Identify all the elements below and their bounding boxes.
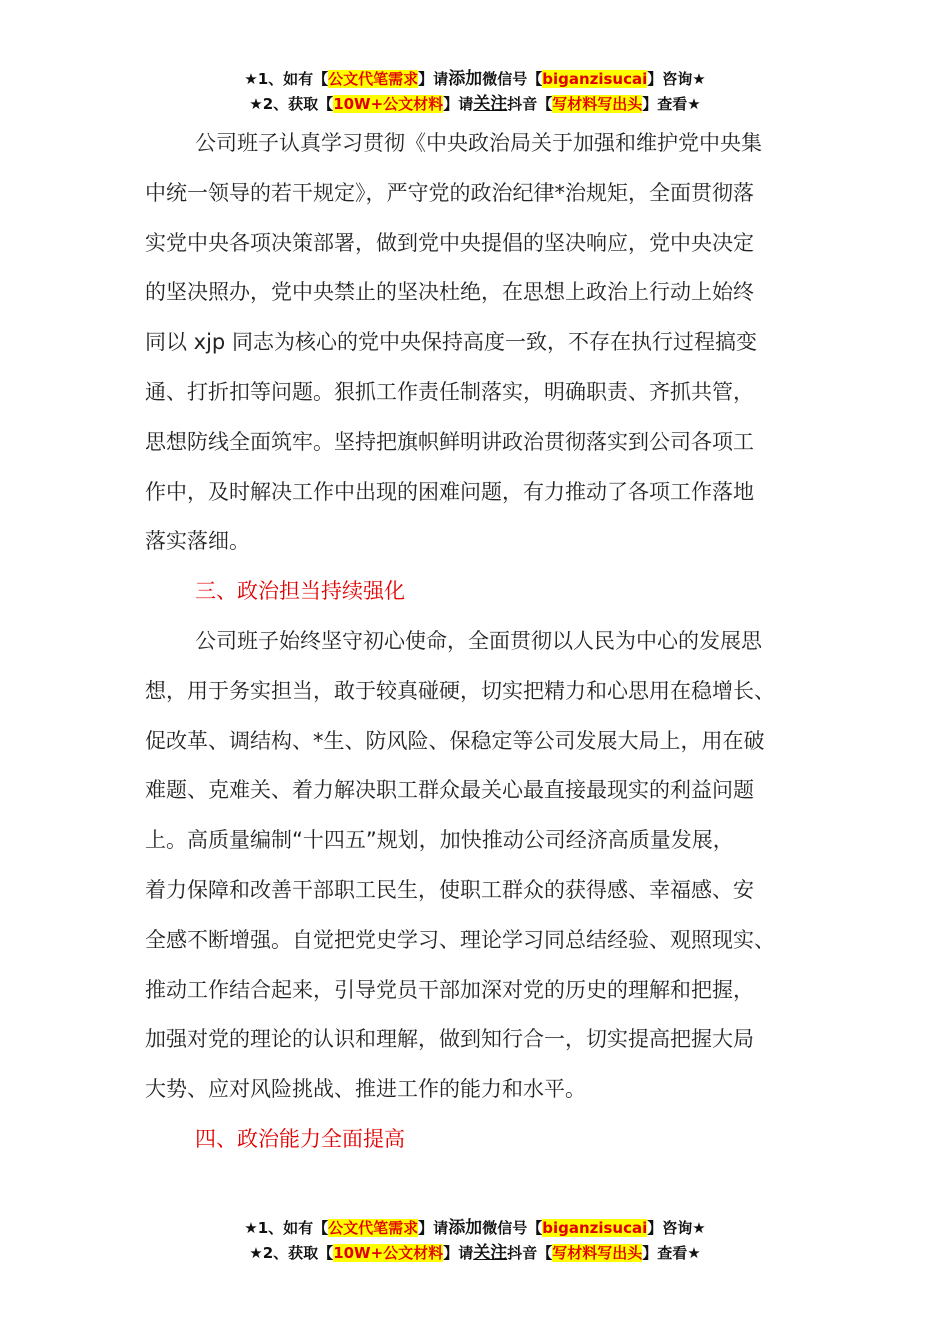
banner-text: 抖音【 (507, 1244, 553, 1262)
banner-text: ★2、获取【 (249, 95, 334, 113)
text-line: 的坚决照办，党中央禁止的坚决杜绝，在思想上政治上行动上始终 (145, 280, 754, 305)
text-line: 推动工作结合起来，引导党员干部加深对党的历史的理解和把握， (145, 977, 754, 1002)
banner-text: ★1、如有【 (244, 1219, 329, 1237)
banner-douyin-id: 写材料写出头 (552, 1244, 643, 1262)
banner-text: 】请 (418, 70, 449, 88)
banner-emphasis: 关注 (473, 94, 508, 114)
banner-text: ★2、获取【 (249, 1244, 334, 1262)
top-banner (0, 67, 950, 117)
banner-emphasis: 添加 (448, 69, 483, 89)
banner-text: 】请 (418, 1219, 449, 1237)
banner-line-1 (0, 67, 950, 92)
banner-text: 】咨询★ (647, 70, 706, 88)
text-line: 实党中央各项决策部署，做到党中央提倡的坚决响应，党中央决定 (145, 230, 754, 255)
text-line: 公司班子认真学习贯彻《中央政治局关于加强和维护党中央集 (195, 131, 762, 155)
text-line: 上。高质量编制“十四五”规划，加快推动公司经济高质量发展， (145, 828, 734, 853)
text-line: 大势、应对风险挑战、推进工作的能力和水平。 (145, 1077, 586, 1102)
banner-highlight: 10W+公文材料 (333, 1244, 444, 1262)
banner-line-2 (0, 1241, 950, 1266)
banner-highlight: 公文代笔需求 (328, 70, 419, 88)
banner-text: 微信号【 (482, 1219, 543, 1237)
banner-highlight: 公文代笔需求 (328, 1219, 419, 1237)
banner-text: 】请 (443, 1244, 474, 1262)
bottom-banner (0, 1216, 950, 1266)
text-line: 促改革、调结构、*生、防风险、保稳定等公司发展大局上，用在破 (145, 728, 765, 753)
banner-text: 】查看★ (642, 1244, 701, 1262)
paragraph-2 (145, 617, 817, 1115)
banner-text: ★1、如有【 (244, 70, 329, 88)
text-line: 公司班子始终坚守初心使命，全面贯彻以人民为中心的发展思 (195, 628, 762, 653)
section-heading-4: 四、政治能力全面提高 (195, 1126, 405, 1151)
banner-text: 】请 (443, 95, 474, 113)
banner-text: 】查看★ (642, 95, 701, 113)
banner-emphasis: 添加 (448, 1218, 483, 1238)
text-line: 作中，及时解决工作中出现的困难问题，有力推动了各项工作落地 (145, 479, 754, 504)
banner-wechat-id: biganzisucai (542, 1219, 648, 1237)
text-line: 加强对党的理论的认识和理解，做到知行合一，切实提高把握大局 (145, 1027, 754, 1052)
text-line: 思想防线全面筑牢。坚持把旗帜鲜明讲政治贯彻落实到公司各项工 (145, 429, 754, 454)
banner-text: 微信号【 (482, 70, 543, 88)
text-line: 想，用于务实担当，敢于较真碰硬，切实把精力和心思用在稳增长、 (145, 678, 775, 703)
banner-douyin-id: 写材料写出头 (552, 95, 643, 113)
text-line: 中统一领导的若干规定》，严守党的政治纪律*治规矩，全面贯彻落 (145, 180, 754, 205)
banner-line-2 (0, 92, 950, 117)
text-line: 同以 xjp 同志为核心的党中央保持高度一致，不存在执行过程搞变 (145, 330, 757, 355)
section-heading-3: 三、政治担当持续强化 (195, 579, 405, 604)
text-line: 落实落细。 (145, 529, 250, 554)
banner-highlight: 10W+公文材料 (333, 95, 444, 113)
paragraph-1 (145, 119, 817, 567)
text-line: 通、打折扣等问题。狠抓工作责任制落实，明确职责、齐抓共管， (145, 379, 754, 404)
banner-wechat-id: biganzisucai (542, 70, 648, 88)
text-line: 难题、克难关、着力解决职工群众最关心最直接最现实的利益问题 (145, 778, 754, 803)
text-line: 全感不断增强。自觉把党史学习、理论学习同总结经验、观照现实、 (145, 927, 775, 952)
banner-text: 】咨询★ (647, 1219, 706, 1237)
text-line: 着力保障和改善干部职工民生，使职工群众的获得感、幸福感、安 (145, 877, 754, 902)
banner-text: 抖音【 (507, 95, 553, 113)
banner-line-1 (0, 1216, 950, 1241)
banner-emphasis: 关注 (473, 1243, 508, 1263)
document-body (145, 119, 817, 1165)
